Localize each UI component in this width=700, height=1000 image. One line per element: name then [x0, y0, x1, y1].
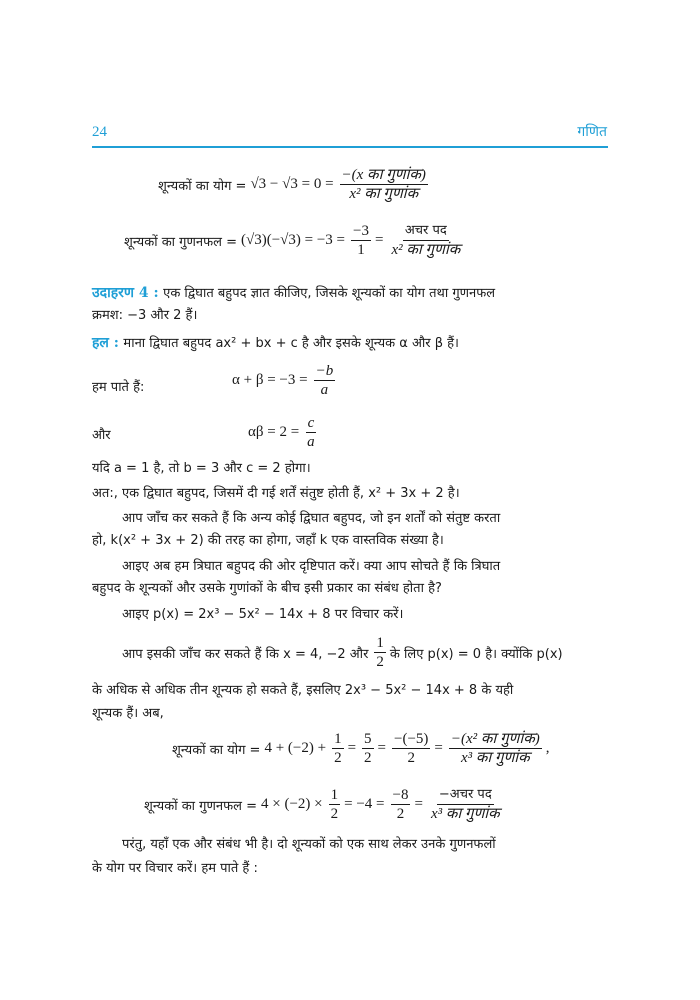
- eq4-f3-den: x³ का गुणांक: [430, 806, 500, 822]
- para1-line-1: आप जाँच कर सकते हैं कि अन्य कोई द्विघात बहुपद, जो इन शर्तों को संतुष्ट करता: [122, 511, 501, 526]
- para4-line-2: के अधिक से अधिक तीन शून्यक हो सकते हैं, इसलिए 2x³ − 5x² − 14x + 8 के यही: [92, 683, 514, 698]
- para4-frac-num: 1: [376, 635, 384, 651]
- eq2-f2-num: अचर पद: [403, 222, 449, 241]
- prod-num: c: [307, 415, 315, 431]
- solution-text-1: माना द्विघात बहुपद ax² + bx + c है और इसके शून्यक α और β हैं।: [123, 336, 459, 351]
- eq2-fraction-2: [389, 222, 462, 259]
- and-text: और: [92, 428, 111, 443]
- page-number: 24: [92, 124, 107, 140]
- eq3-fraction-2: [362, 730, 374, 767]
- prod-den: a: [307, 434, 315, 450]
- header-rule: [92, 146, 608, 148]
- para2-line-2: बहुपद के शून्यकों और उसके गुणांकों के बीच इसी प्रकार का संबंध होता है?: [92, 581, 442, 596]
- para4-post: के लिए p(x) = 0 है। क्योंकि p(x): [389, 646, 563, 662]
- example-line-2: क्रमश: −3 और 2 हैं।: [92, 308, 198, 323]
- example-line-1: [92, 283, 495, 302]
- eq1-sqrt-term: √3 − √3 = 0 =: [250, 176, 334, 192]
- equation-product-sqrt: शून्यकों का गुणनफल = (√3)(−√3) = −3 = $\frac{-3}{1}$ = $\frac{\text{अचर पद}}{\text{x² का गुणांक}}$: [124, 223, 461, 258]
- eq2-f1-den: 1: [357, 242, 365, 258]
- sum-fraction: [314, 362, 336, 399]
- eq2-f2-den: x² का गुणांक: [391, 242, 461, 258]
- para5-line-2: के योग पर विचार करें। हम पाते हैं :: [92, 861, 258, 876]
- para3-line-1: आइए p(x) = 2x³ − 5x² − 14x + 8 पर विचार करें।: [122, 607, 404, 622]
- eq2-label: शून्यकों का गुणनफल =: [124, 234, 237, 250]
- equation-cubic-product: शून्यकों का गुणनफल = 4 × (−2) × $\frac{1}{2}$ = −4 = $\frac{-8}{2}$ = $\frac{\text{−अचर पद}}{\text{x³ का गुणांक}}$: [144, 787, 500, 822]
- equation-cubic-sum: शून्यकों का योग = 4 + (−2) + $\frac{1}{2}$ = $\frac{5}{2}$ = $\frac{-(-5)}{2}$ = $\frac{\text{−(x² का गुणांक)}}{\text{x³ का गुणांक}}$ ,: [172, 731, 550, 766]
- para1-line-2: हो, k(x² + 3x + 2) की तरह का होगा, जहाँ k एक वास्तविक संख्या है।: [92, 533, 444, 548]
- chapter-title: गणित: [577, 124, 607, 140]
- eq4-f1-den: 2: [330, 806, 339, 822]
- example-text-1: एक द्विघात बहुपद ज्ञात कीजिए, जिसके शून्यकों का योग तथा गुणनफल: [163, 286, 496, 301]
- eq2-product: (√3)(−√3) = −3 =: [240, 232, 346, 248]
- eq3-label: शून्यकों का योग =: [172, 742, 261, 758]
- solution-line-1: [92, 333, 459, 352]
- eq4-mid: = −4 =: [344, 796, 385, 812]
- thus-line: अत:, एक द्विघात बहुपद, जिसमें दी गई शर्तें संतुष्ट होती हैं, x² + 3x + 2 है।: [92, 486, 460, 501]
- example-label: उदाहरण 4 :: [92, 285, 159, 301]
- para4-pre: आप इसकी जाँच कर सकते हैं कि x = 4, −2 और: [122, 646, 369, 662]
- eq4-fraction-2: [391, 786, 411, 823]
- sum-den: a: [320, 382, 329, 398]
- eq3-f2-num: 5: [364, 731, 372, 747]
- para4-frac-den: 2: [376, 654, 384, 670]
- prod-expr: αβ = 2 =: [248, 424, 300, 440]
- eq3-expr: 4 + (−2) +: [264, 740, 327, 756]
- prod-fraction: [305, 414, 317, 451]
- eq4-f1-num: 1: [330, 787, 339, 803]
- eq4-f2-num: −8: [392, 787, 409, 803]
- eq3-f1-num: 1: [334, 731, 342, 747]
- eq4-f2-den: 2: [396, 806, 405, 822]
- eq3-f4-den: x³ का गुणांक: [460, 750, 530, 766]
- eq2-fraction-1: [351, 222, 371, 259]
- eq3-f1-den: 2: [334, 750, 342, 766]
- eq1-fraction: [340, 166, 428, 203]
- eq4-expr: 4 × (−2) ×: [260, 796, 323, 812]
- eq3-f4-num: −(x² का गुणांक): [450, 731, 540, 747]
- if-line: यदि a = 1 है, तो b = 3 और c = 2 होगा।: [92, 461, 311, 476]
- para4-fraction: [374, 634, 386, 671]
- eq1-frac-num: −(x का गुणांक): [341, 167, 426, 183]
- solution-label: हल :: [92, 335, 119, 351]
- eq4-fraction-1: [329, 786, 341, 823]
- equation-alpha-beta-product: [248, 414, 321, 451]
- eq3-fraction-3: [392, 730, 430, 767]
- eq3-fraction-4: [449, 730, 542, 767]
- sum-expr: α + β = −3 =: [232, 372, 308, 388]
- eq3-f3-den: 2: [407, 750, 415, 766]
- eq1-label: शून्यकों का योग =: [158, 178, 247, 194]
- equation-sum-sqrt: [158, 166, 432, 203]
- eq4-f3-num: −अचर पद: [437, 786, 494, 805]
- eq4-fraction-3: [429, 786, 502, 823]
- eq3-fraction-1: [332, 730, 344, 767]
- para4-line-1: [122, 634, 567, 671]
- eq3-f3-num: −(−5): [394, 731, 429, 747]
- para2-line-1: आइए अब हम त्रिघात बहुपद की ओर दृष्टिपात करें। क्या आप सोचते हैं कि त्रिघात: [122, 559, 501, 574]
- eq3-comma: ,: [545, 740, 550, 756]
- sum-num: −b: [315, 363, 334, 379]
- eq3-f2-den: 2: [364, 750, 372, 766]
- eq4-label: शून्यकों का गुणनफल =: [144, 798, 257, 814]
- para5-line-1: परंतु, यहाँ एक और संबंध भी है। दो शून्यकों को एक साथ लेकर उनके गुणनफलों: [122, 837, 496, 852]
- eq1-frac-den: x² का गुणांक: [349, 186, 419, 202]
- equation-alpha-beta-sum: [232, 362, 339, 399]
- para4-line-3: शून्यक हैं। अब,: [92, 706, 164, 721]
- we-get-text: हम पाते हैं:: [92, 380, 145, 395]
- eq2-f1-num: −3: [353, 223, 369, 239]
